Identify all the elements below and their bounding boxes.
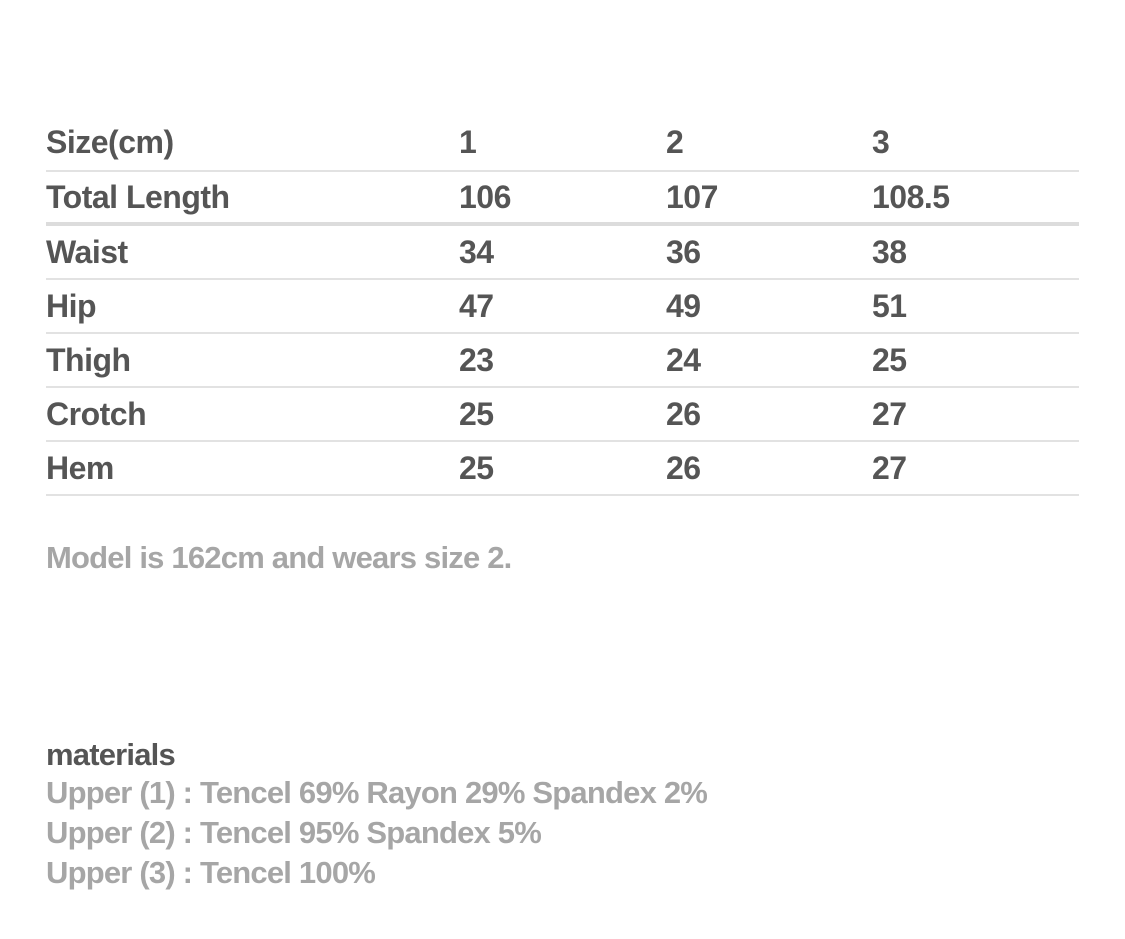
table-row-hip [46, 280, 1079, 334]
size-header-1: 1 [459, 124, 477, 160]
size-header-2: 2 [666, 124, 684, 160]
row-value: 25 [872, 341, 907, 378]
row-value: 27 [872, 395, 907, 432]
row-label: Total Length [46, 178, 230, 215]
row-value: 106 [459, 178, 511, 215]
row-value: 26 [666, 449, 701, 486]
table-row-waist [46, 226, 1079, 280]
materials-line: Upper (3) : Tencel 100% [46, 855, 376, 890]
size-header-3: 3 [872, 124, 890, 160]
row-value: 25 [459, 449, 494, 486]
table-row-thigh [46, 334, 1079, 388]
row-label: Thigh [46, 341, 131, 378]
model-note: Model is 162cm and wears size 2. [46, 540, 512, 575]
size-header-label: Size(cm) [46, 124, 174, 160]
table-row-crotch [46, 388, 1079, 442]
row-value: 38 [872, 233, 907, 270]
row-value: 108.5 [872, 178, 950, 215]
row-value: 27 [872, 449, 907, 486]
row-label: Hip [46, 287, 97, 324]
row-value: 47 [459, 287, 494, 324]
row-value: 25 [459, 395, 494, 432]
row-label: Waist [46, 233, 128, 270]
row-value: 26 [666, 395, 701, 432]
row-value: 34 [459, 233, 494, 270]
row-value: 107 [666, 178, 718, 215]
table-header-row [46, 115, 1079, 172]
row-value: 24 [666, 341, 701, 378]
row-label: Crotch [46, 395, 147, 432]
materials-title: materials [46, 737, 175, 772]
row-value: 51 [872, 287, 907, 324]
table-row-hem [46, 442, 1079, 496]
row-value: 23 [459, 341, 494, 378]
materials-line: Upper (1) : Tencel 69% Rayon 29% Spandex 2% [46, 775, 708, 810]
row-label: Hem [46, 449, 114, 486]
size-table [46, 115, 1079, 496]
row-value: 49 [666, 287, 701, 324]
materials-section [46, 737, 707, 893]
row-value: 36 [666, 233, 701, 270]
table-row-total-length [46, 172, 1079, 226]
materials-line: Upper (2) : Tencel 95% Spandex 5% [46, 815, 542, 850]
